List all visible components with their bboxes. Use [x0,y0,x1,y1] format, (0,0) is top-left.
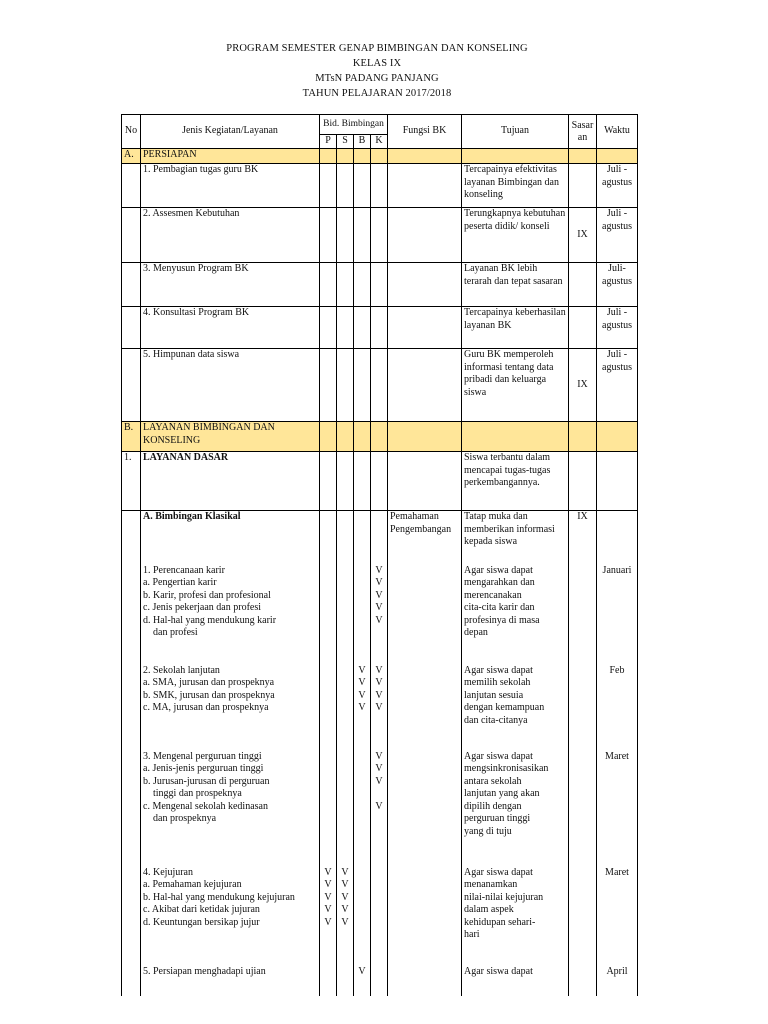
row-jenis: 2. Assesmen Kebutuhan [141,208,320,263]
tujuan-line: lanjutan sesuia [464,689,524,701]
spacer [373,788,385,801]
topic-kejujuran-s-marks [337,867,354,966]
col-bid: Bid. Bimbingan [320,115,388,135]
tujuan-line: lanjutan yang akan [464,788,540,799]
row-waktu: Juli - agustus [597,349,638,422]
header-title: PROGRAM SEMESTER GENAP BIMBINGAN DAN KONSELING [226,43,528,54]
topic-ujian-waktu: April [597,966,638,996]
check-mark: V [358,664,366,676]
list-item: dan profesi [153,627,198,638]
col-p: P [320,135,337,149]
col-fungsi: Fungsi BK [388,115,462,149]
table-row [122,208,638,263]
check-mark: V [375,589,383,601]
topic-pt-waktu: Maret [597,751,638,867]
row-tujuan: Terungkapnya kebutuhan peserta didik/ konseli [462,208,569,263]
check-mark: V [341,916,349,928]
topic-sekolah-waktu: Feb [597,665,638,751]
tujuan-line: Agar siswa dapat [464,564,533,576]
list-item: b. Hal-hal yang mendukung kejujuran [143,891,295,903]
tujuan-line: depan [464,627,488,638]
check-mark: V [375,775,383,787]
check-mark: V [375,800,383,812]
col-s: S [337,135,354,149]
tujuan-line: dipilih dengan [464,800,522,812]
check-mark: V [324,866,332,878]
check-mark: V [324,879,332,890]
topic-pt-row [122,751,638,867]
topic-karir-items [141,565,320,665]
topic-karir-tujuan [462,565,569,665]
topic-pt-tujuan [462,751,569,867]
program-table [121,114,638,996]
klasikal-sasaran: IX [569,511,597,565]
tujuan-line: dan cita-citanya [464,714,528,726]
list-item: 1. Perencanaan karir [143,564,225,576]
row-tujuan: Tercapainya keberhasilan layanan BK [462,307,569,349]
table-row [122,263,638,307]
list-item: tinggi dan prospeknya [153,788,242,799]
list-item: a. Jenis-jenis perguruan tinggi [143,763,264,774]
row-sasaran [569,164,597,208]
row-waktu: Juli - agustus [597,307,638,349]
section-b-no: B. [122,422,141,452]
check-mark: V [375,702,383,713]
check-mark: V [341,904,349,915]
layanan-dasar-row [122,452,638,511]
section-a-no: A. [122,149,141,164]
header-year: TAHUN PELAJARAN 2017/2018 [302,88,452,99]
row-tujuan: Guru BK memperoleh informasi tentang data pribadi dan keluarga siswa [462,349,569,422]
check-mark: V [341,879,349,890]
tujuan-line: dalam aspek [464,904,514,915]
section-b-row [122,422,638,452]
list-item: d. Keuntungan bersikap jujur [143,916,260,928]
list-item: a. SMA, jurusan dan prospeknya [143,677,275,688]
list-item: d. Hal-hal yang mendukung karir [143,614,277,626]
topic-kejujuran-tujuan [462,867,569,966]
section-a-row [122,149,638,164]
row-sasaran [569,307,597,349]
row-waktu: Juli - agustus [597,164,638,208]
header-class: KELAS IX [352,58,402,69]
topic-sekolah-tujuan [462,665,569,751]
row-waktu: Juli- agustus [597,263,638,307]
tujuan-line: nilai-nilai kejujuran [464,891,544,903]
col-waktu: Waktu [597,115,638,149]
row-waktu: Juli - agustus [597,208,638,263]
check-mark: V [324,904,332,915]
list-item: a. Pengertian karir [143,577,217,588]
row-tujuan: Layanan BK lebih terarah dan tepat sasaran [462,263,569,307]
check-mark: V [341,866,349,878]
layanan-dasar-tujuan: Siswa terbantu dalam mencapai tugas-tugas perkembangannya. [462,452,569,511]
topic-sekolah-row [122,665,638,751]
topic-sekolah-b-marks [354,665,371,751]
row-tujuan: Tercapainya efektivitas layanan Bimbingan dan konseling [462,164,569,208]
row-sasaran: IX [569,349,597,422]
tujuan-line: dengan kemampuan [464,702,545,713]
section-b-title: LAYANAN BIMBINGAN DAN KONSELING [141,422,320,452]
check-mark: V [358,677,366,688]
topic-kejujuran-p-marks [320,867,337,966]
row-jenis: 1. Pembagian tugas guru BK [141,164,320,208]
tujuan-line: kehidupan sehari- [464,916,536,928]
tujuan-line: antara sekolah [464,775,522,787]
row-jenis: 4. Konsultasi Program BK [141,307,320,349]
tujuan-line: profesinya di masa [464,614,540,626]
check-mark: V [341,891,349,903]
check-mark: V [375,614,383,626]
check-mark: V [375,750,383,762]
list-item: 3. Mengenal perguruan tinggi [143,750,262,762]
check-mark: V [375,689,383,701]
tujuan-line: Agar siswa dapat [464,664,533,676]
col-b: B [354,135,371,149]
list-item: a. Pemahaman kejujuran [143,879,242,890]
header-school: MTsN PADANG PANJANG [315,73,439,84]
check-mark: V [375,564,383,576]
list-item: dan prospeknya [153,813,217,824]
check-mark: V [375,763,383,774]
check-mark: V [358,689,366,701]
check-mark: V [375,664,383,676]
col-no: No [122,115,141,149]
col-k: K [371,135,388,149]
list-item: b. Karir, profesi dan profesional [143,589,271,601]
table-row [122,307,638,349]
layanan-dasar-title: LAYANAN DASAR [141,452,320,511]
header-row [122,115,638,135]
klasikal-row [122,511,638,565]
topic-pt-k-marks [371,751,388,867]
list-item: b. Jurusan-jurusan di perguruan [143,775,270,787]
tujuan-line: cita-cita karir dan [464,602,535,613]
tujuan-line: menanamkan [464,879,518,890]
tujuan-line: memilih sekolah [464,677,531,688]
klasikal-title: A. Bimbingan Klasikal [141,511,320,565]
topic-karir-waktu: Januari [597,565,638,665]
list-item: c. Mengenal sekolah kedinasan [143,800,268,812]
topic-ujian-row [122,966,638,996]
topic-karir-k-marks [371,565,388,665]
section-a-title: PERSIAPAN [141,149,320,164]
check-mark: V [358,965,366,977]
list-item: 5. Persiapan menghadapi ujian [143,965,266,977]
topic-ujian-tujuan [462,966,569,996]
check-mark: V [358,702,366,713]
table-row [122,164,638,208]
topic-pt-items [141,751,320,867]
tujuan-line: mengsinkronisasikan [464,763,549,774]
tujuan-line: Agar siswa dapat [464,750,533,762]
tujuan-line: mengarahkan dan [464,577,535,588]
col-tujuan: Tujuan [462,115,569,149]
list-item: 2. Sekolah lanjutan [143,664,220,676]
topic-ujian-b-marks [354,966,371,996]
check-mark: V [324,916,332,928]
col-jenis: Jenis Kegiatan/Layanan [141,115,320,149]
topic-kejujuran-items [141,867,320,966]
col-sasaran: Sasar an [569,115,597,149]
list-item: b. SMK, jurusan dan prospeknya [143,689,275,701]
check-mark: V [375,677,383,688]
topic-kejujuran-waktu: Maret [597,867,638,966]
klasikal-tujuan: Tatap muka dan memberikan informasi kepada siswa [462,511,569,565]
topic-sekolah-items [141,665,320,751]
list-item: c. MA, jurusan dan prospeknya [143,702,269,713]
topic-karir-row [122,565,638,665]
check-mark: V [324,891,332,903]
tujuan-line: hari [464,929,480,940]
row-jenis: 3. Menyusun Program BK [141,263,320,307]
topic-sekolah-k-marks [371,665,388,751]
tujuan-line: Agar siswa dapat [464,965,533,977]
topic-kejujuran-row [122,867,638,966]
document-header [0,41,754,101]
layanan-dasar-no: 1. [122,452,141,511]
table-row [122,349,638,422]
check-mark: V [375,602,383,613]
tujuan-line: Agar siswa dapat [464,866,533,878]
list-item: c. Jenis pekerjaan dan profesi [143,602,262,613]
klasikal-fungsi: Pemahaman Pengembangan [388,511,462,565]
list-item: 4. Kejujuran [143,866,193,878]
row-sasaran: IX [569,208,597,263]
tujuan-line: perguruan tinggi [464,813,531,824]
list-item: c. Akibat dari ketidak jujuran [143,904,260,915]
row-sasaran [569,263,597,307]
row-jenis: 5. Himpunan data siswa [141,349,320,422]
topic-ujian-items [141,966,320,996]
tujuan-line: merencanakan [464,589,522,601]
check-mark: V [375,577,383,588]
tujuan-line: yang di tuju [464,825,512,837]
